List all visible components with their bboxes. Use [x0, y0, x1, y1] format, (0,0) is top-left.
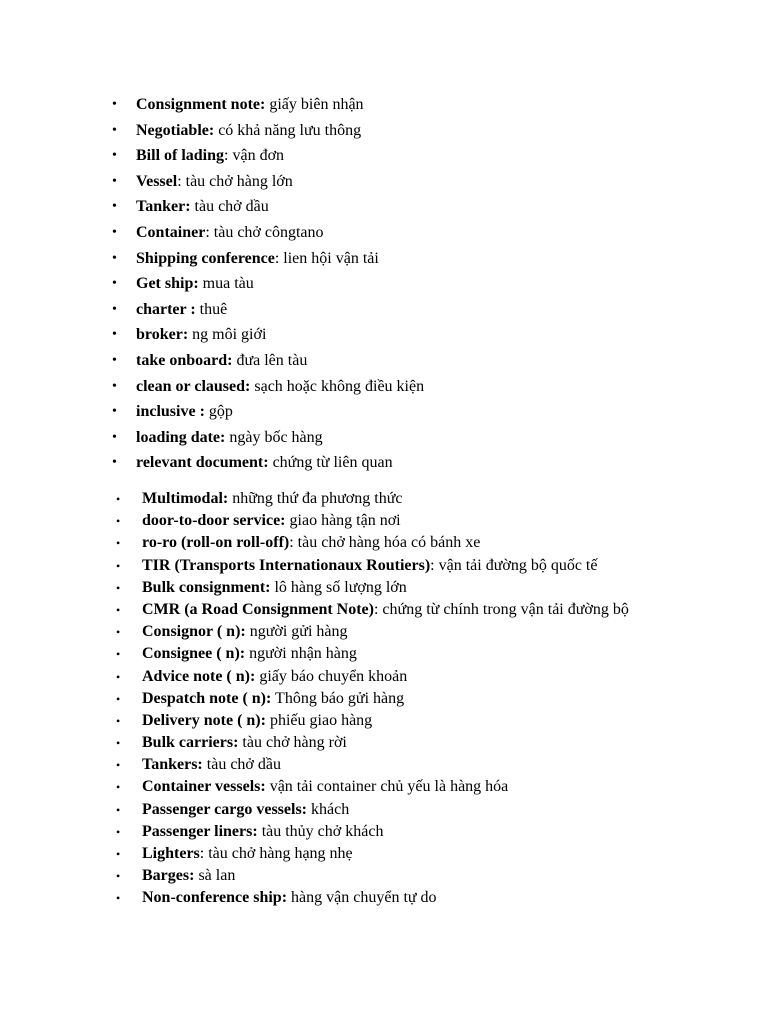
bullet-icon: • [112, 429, 117, 445]
glossary-definition: người nhận hàng [245, 645, 357, 663]
glossary-term: Get ship: [136, 275, 199, 293]
glossary-term: Bill of lading [136, 147, 225, 165]
glossary-term: clean or claused: [136, 377, 251, 395]
bullet-icon: • [116, 891, 121, 906]
bullet-icon: • [116, 536, 121, 551]
glossary-item [116, 622, 629, 644]
glossary-item [116, 755, 629, 777]
glossary-definition: sà lan [194, 867, 236, 885]
glossary-term: Consignee ( n): [142, 645, 246, 663]
bullet-icon: • [112, 97, 117, 112]
glossary-definition: : lien hội vận tải [274, 249, 379, 267]
glossary-item [112, 401, 424, 427]
glossary-item [116, 689, 629, 711]
glossary-term: Negotiable: [136, 121, 215, 139]
glossary-term: Advice note ( n): [142, 667, 256, 685]
glossary-definition: giao hàng tận nơi [285, 512, 401, 530]
bullet-icon: • [112, 352, 117, 368]
glossary-definition: : tàu chở hàng lớn [177, 172, 293, 190]
glossary-term: Delivery note ( n): [142, 711, 266, 729]
glossary-term: ro-ro (roll-on roll-off) [142, 534, 290, 552]
glossary-term: Tanker: [136, 198, 191, 216]
glossary-definition: giấy biên nhận [265, 96, 364, 113]
glossary-list-transport-terms [116, 489, 629, 911]
glossary-definition: ng môi giới [188, 326, 267, 344]
glossary-term: Bulk carriers: [142, 734, 239, 752]
glossary-item [116, 888, 629, 910]
glossary-term: CMR (a Road Consignment Note) [142, 600, 374, 618]
glossary-definition: ngày bốc hàng [225, 428, 323, 446]
glossary-definition: có khả năng lưu thông [214, 121, 362, 139]
bullet-icon: • [116, 625, 121, 640]
bullet-icon: • [116, 691, 121, 706]
glossary-term: Passenger liners: [142, 822, 258, 840]
glossary-term: Shipping conference [136, 249, 275, 267]
glossary-item [116, 822, 629, 844]
glossary-item [116, 578, 629, 600]
glossary-item [112, 171, 424, 197]
glossary-term: Bulk consignment: [142, 578, 271, 596]
glossary-term: door-to-door service: [142, 512, 286, 530]
glossary-item [116, 800, 629, 822]
glossary-item [112, 248, 424, 274]
glossary-term: inclusive : [136, 403, 205, 421]
bullet-icon: • [116, 580, 121, 595]
glossary-definition: người gửi hàng [245, 623, 348, 641]
glossary-item [112, 222, 424, 248]
bullet-icon: • [112, 276, 117, 292]
bullet-icon: • [112, 148, 117, 164]
glossary-item [112, 376, 425, 402]
glossary-item [112, 452, 424, 478]
bullet-icon: • [112, 173, 117, 189]
bullet-icon: • [116, 869, 121, 884]
glossary-definition: hàng vận chuyển tự do [287, 889, 437, 907]
glossary-item [116, 556, 629, 578]
bullet-icon: • [116, 802, 121, 817]
glossary-item [112, 324, 424, 350]
glossary-item [112, 427, 424, 453]
bullet-icon: • [112, 455, 117, 471]
glossary-item [112, 145, 424, 171]
glossary-item [112, 196, 424, 222]
glossary-term: Passenger cargo vessels: [142, 800, 307, 818]
glossary-item [112, 94, 424, 120]
bullet-icon: • [116, 669, 121, 684]
glossary-definition: tàu chở dầu [202, 756, 281, 774]
glossary-definition: phiếu giao hàng [265, 711, 373, 729]
bullet-icon: • [116, 713, 121, 728]
glossary-item [116, 733, 629, 755]
glossary-term: Barges: [142, 867, 195, 885]
glossary-definition: những thứ đa phương thức [228, 490, 403, 507]
glossary-term: Container vessels: [142, 778, 266, 796]
bullet-icon: • [112, 250, 117, 266]
glossary-definition: giấy báo chuyển khoản [255, 667, 408, 685]
bullet-icon: • [116, 492, 121, 506]
bullet-icon: • [116, 514, 121, 529]
glossary-term: broker: [136, 326, 189, 344]
bullet-icon: • [112, 378, 117, 394]
glossary-term: Tankers: [142, 756, 203, 774]
glossary-definition: gộp [204, 403, 233, 421]
bullet-icon: • [112, 199, 117, 215]
glossary-definition: : tàu chở hàng hóa có bánh xe [289, 534, 481, 552]
glossary-item [116, 511, 629, 533]
glossary-definition: tàu chở dầu [190, 198, 269, 216]
glossary-term: Multimodal: [142, 490, 229, 507]
glossary-term: Vessel [136, 172, 178, 190]
bullet-icon: • [116, 780, 121, 795]
glossary-term: TIR (Transports Internationaux Routiers) [142, 556, 431, 574]
glossary-list-shipping-terms [112, 94, 425, 478]
glossary-term: charter : [136, 300, 196, 318]
glossary-item [116, 489, 629, 511]
glossary-definition: : tàu chở hàng hạng nhẹ [199, 845, 353, 862]
glossary-item [116, 844, 629, 866]
glossary-definition: Thông báo gửi hàng [271, 689, 405, 707]
glossary-definition: thuê [195, 300, 228, 318]
glossary-item [116, 667, 629, 689]
glossary-definition: : vận tải đường bộ quốc tế [430, 556, 598, 574]
glossary-item [112, 350, 424, 376]
glossary-definition: chứng từ liên quan [268, 454, 393, 472]
glossary-item [116, 533, 629, 555]
glossary-term: take onboard: [136, 351, 233, 369]
glossary-term: Consignment note: [136, 96, 266, 113]
glossary-item [112, 120, 424, 146]
glossary-term: Consignor ( n): [142, 623, 246, 641]
bullet-icon: • [112, 122, 117, 138]
bullet-icon: • [112, 404, 117, 420]
glossary-definition: tàu chở hàng rời [238, 734, 347, 752]
bullet-icon: • [112, 224, 117, 240]
glossary-item [112, 273, 424, 299]
glossary-term: Non-conference ship: [142, 889, 288, 907]
bullet-icon: • [116, 758, 121, 773]
glossary-definition: : vận đơn [224, 147, 285, 165]
bullet-icon: • [116, 824, 121, 839]
glossary-item [116, 777, 629, 799]
glossary-definition: sạch hoặc không điều kiện [250, 377, 425, 395]
glossary-item [112, 299, 424, 325]
glossary-item [116, 711, 629, 733]
glossary-definition: : chứng từ chính trong vận tải đường bộ [373, 600, 629, 618]
glossary-term: loading date: [136, 428, 226, 446]
glossary-definition: đưa lên tàu [232, 351, 308, 369]
glossary-term: Container [136, 223, 206, 241]
glossary-term: Lighters [142, 845, 200, 862]
glossary-term: Despatch note ( n): [142, 689, 272, 707]
glossary-definition: khách [307, 800, 350, 818]
bullet-icon: • [112, 301, 117, 317]
bullet-icon: • [112, 327, 117, 343]
glossary-term: relevant document: [136, 454, 269, 472]
glossary-definition: mua tàu [198, 275, 254, 293]
bullet-icon: • [116, 847, 121, 861]
glossary-definition: vận tải container chủ yếu là hàng hóa [265, 778, 509, 796]
glossary-item [116, 866, 629, 888]
bullet-icon: • [116, 647, 121, 662]
bullet-icon: • [116, 736, 121, 751]
glossary-definition: tàu thủy chở khách [257, 822, 384, 840]
glossary-definition: lô hàng số lượng lớn [270, 578, 407, 596]
glossary-item [116, 644, 629, 666]
bullet-icon: • [116, 602, 121, 617]
glossary-item [116, 600, 629, 622]
glossary-definition: : tàu chở côngtano [205, 223, 324, 241]
bullet-icon: • [116, 558, 121, 573]
